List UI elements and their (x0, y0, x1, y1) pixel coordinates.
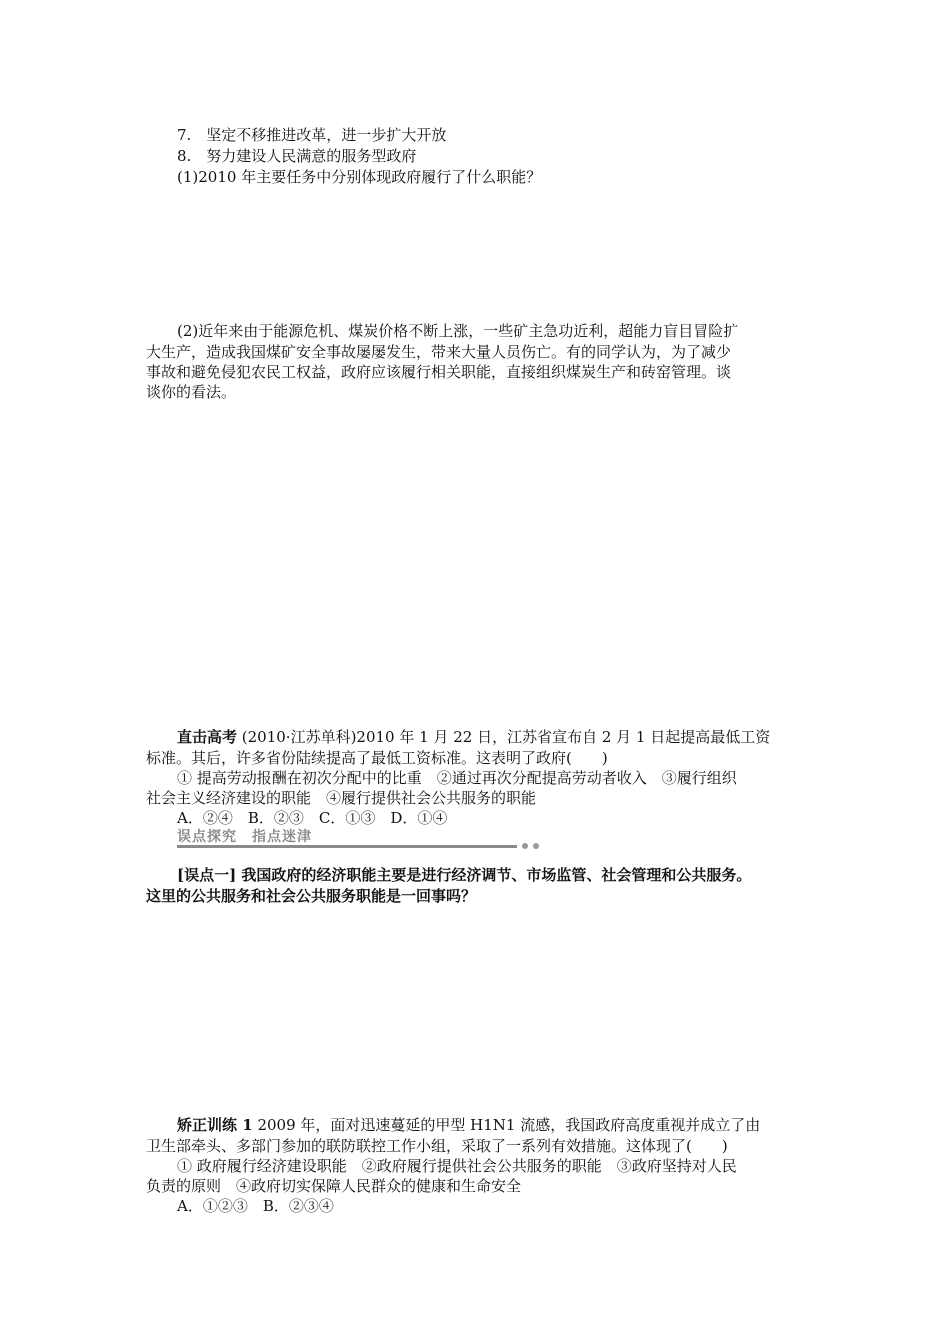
jiaozheng-line-2: 卫生部牵头、多部门参加的联防联控工作小组，采取了一系列有效措施。这体现了( ) (146, 1137, 728, 1155)
banner-dot (533, 843, 539, 849)
jiaozheng-text: 2009 年，面对迅速蔓延的甲型 H1N1 流感，我国政府高度重视并成立了由 (252, 1116, 761, 1134)
section-banner-bar (177, 845, 517, 848)
question-2-line-4: 谈你的看法。 (146, 383, 237, 401)
gaokao-line-2: 标准。其后，许多省份陆续提高了最低工资标准。这表明了政府( ) (146, 749, 608, 767)
question-2-line-1: (2)近年来由于能源危机、煤炭价格不断上涨，一些矿主急功近利，超能力盲目冒险扩 (177, 322, 739, 340)
gaokao-line-1 (177, 727, 770, 747)
banner-dot (522, 843, 528, 849)
section-banner-title: 误点探究 指点迷津 (177, 829, 312, 845)
wudian-line-1: [误点一] 我国政府的经济职能主要是进行经济调节、市场监管、社会管理和公共服务。 (177, 866, 752, 884)
jiaozheng-line-4: 负责的原则 ④政府切实保障人民群众的健康和生命安全 (146, 1177, 522, 1195)
jiaozheng-options: A．①②③ B．②③④ (177, 1197, 334, 1215)
jiaozheng-line-1 (177, 1115, 760, 1135)
list-item-7: 7. 坚定不移推进改革，进一步扩大开放 (177, 126, 447, 144)
section-banner (177, 826, 542, 852)
gaokao-options: A．②④ B．②③ C．①③ D．①④ (177, 809, 448, 827)
jiaozheng-label: 矫正训练 1 (177, 1116, 253, 1134)
gaokao-label: 直击高考 (177, 728, 238, 746)
question-2-line-3: 事故和避免侵犯农民工权益，政府应该履行相关职能，直接组织煤炭生产和砖窑管理。谈 (146, 363, 732, 381)
question-1: (1)2010 年主要任务中分别体现政府履行了什么职能？ (177, 168, 542, 186)
jiaozheng-line-3: ① 政府履行经济建设职能 ②政府履行提供社会公共服务的职能 ③政府坚持对人民 (177, 1157, 737, 1175)
wudian-line-2: 这里的公共服务和社会公共服务职能是一回事吗？ (146, 887, 477, 905)
gaokao-line-4: 社会主义经济建设的职能 ④履行提供社会公共服务的职能 (146, 789, 537, 807)
list-item-8: 8. 努力建设人民满意的服务型政府 (177, 147, 417, 165)
gaokao-line-3: ① 提高劳动报酬在初次分配中的比重 ②通过再次分配提高劳动者收入 ③履行组织 (177, 769, 737, 787)
question-2-line-2: 大生产，造成我国煤矿安全事故屡屡发生，带来大量人员伤亡。有的同学认为，为了减少 (146, 343, 732, 361)
gaokao-text: (2010·江苏单科)2010 年 1 月 22 日，江苏省宣布自 2 月 1 日起提高最低工资 (237, 728, 771, 746)
